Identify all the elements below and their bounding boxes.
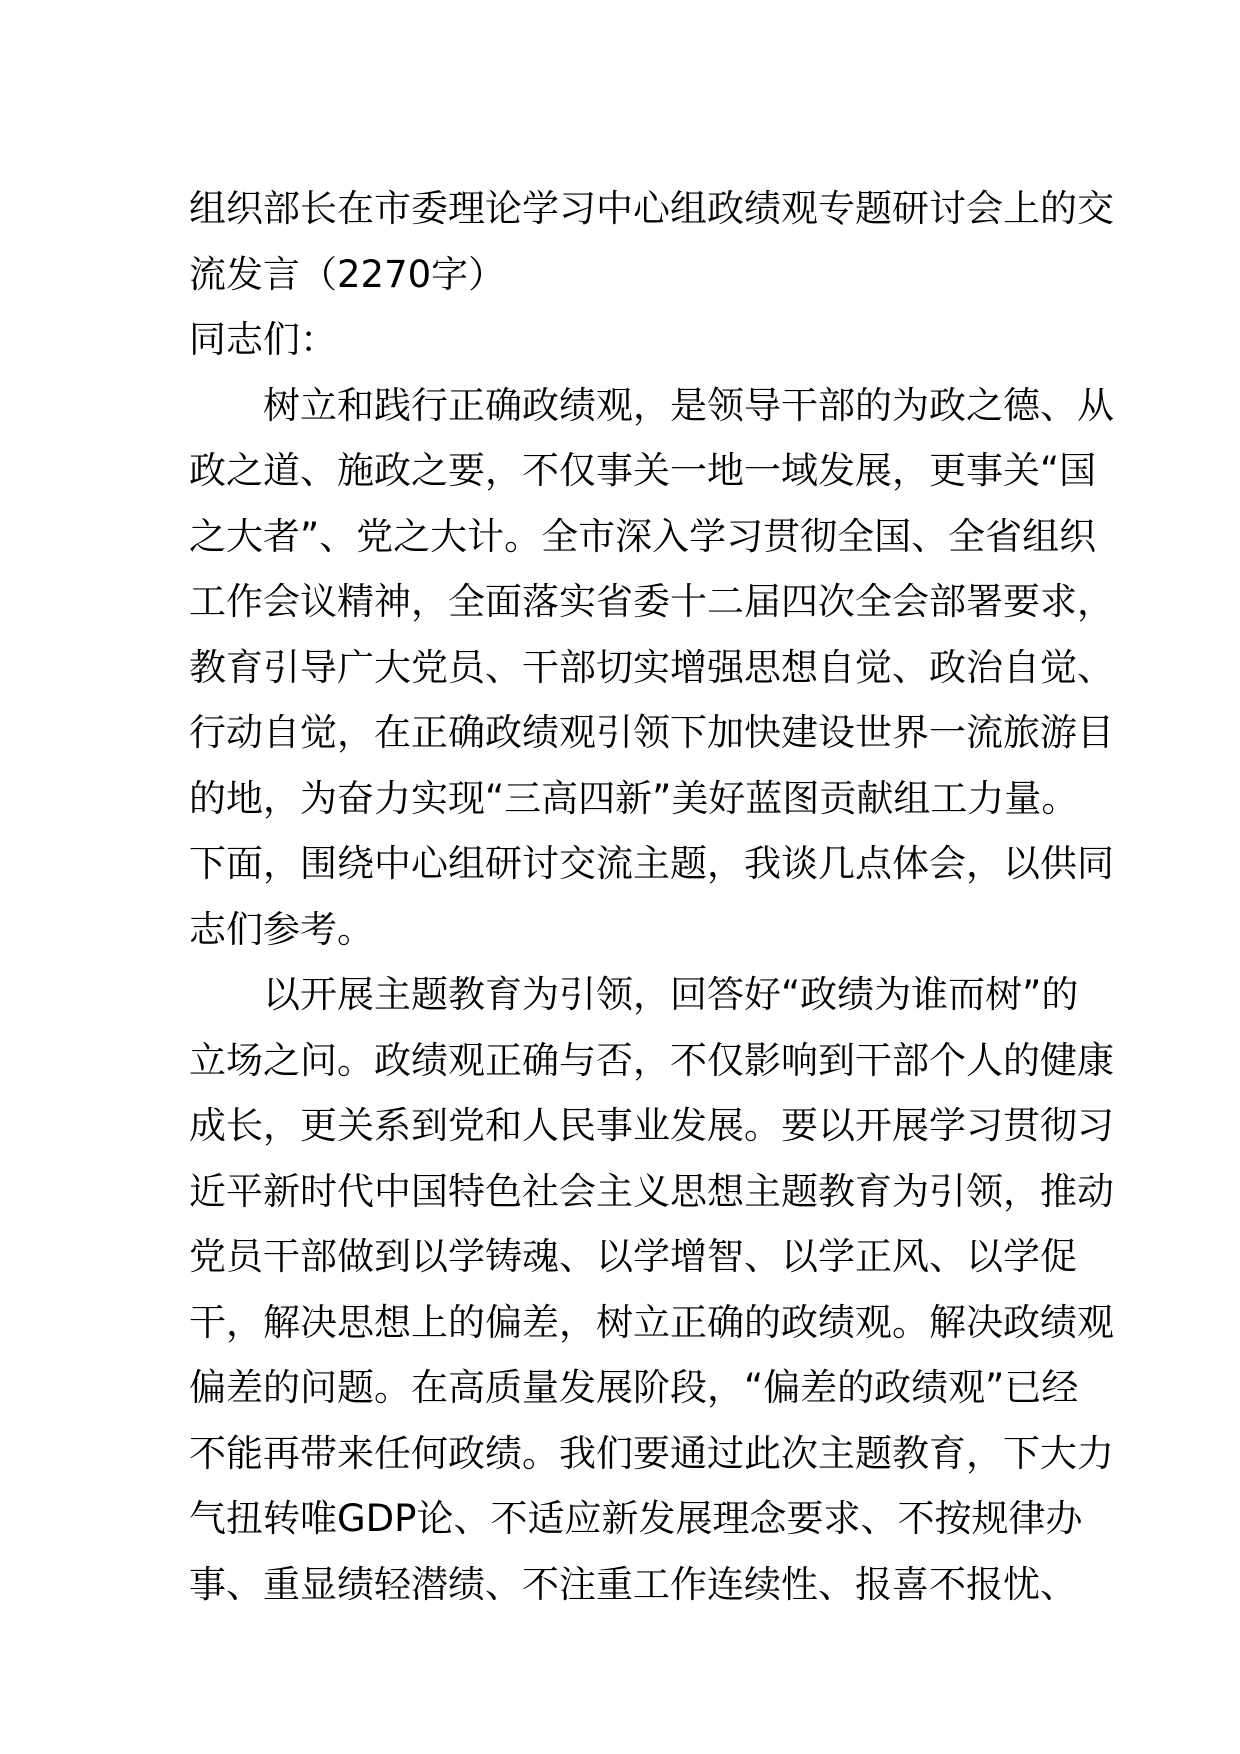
paragraph-line: 以开展主题教育为引领，回答好“政绩为谁而树”的 <box>263 973 1079 1016</box>
paragraph-line: 成长，更关系到党和人民事业发展。要以开展学习贯彻习 <box>189 1104 1114 1147</box>
paragraph-line: 志们参考。 <box>189 907 374 951</box>
paragraph <box>189 962 1114 1617</box>
paragraph <box>189 373 1114 963</box>
document-page <box>189 176 1114 1617</box>
paragraph-line: 偏差的问题。在高质量发展阶段，“偏差的政绩观”已经 <box>189 1366 1079 1409</box>
body-paragraphs <box>189 373 1114 1618</box>
paragraph-line: 政之道、施政之要，不仅事关一地一域发展，更事关“国 <box>189 449 1097 492</box>
paragraph-line: 之大者”、党之大计。全市深入学习贯彻全国、全省组织 <box>189 514 1097 558</box>
paragraph-line: 的地，为奋力实现“三高四新”美好蓝图贡献组工力量。 <box>189 776 1079 820</box>
salutation: 同志们： <box>189 318 337 361</box>
paragraph-line: 气扭转唯GDP论、不适应新发展理念要求、不按规律办 <box>189 1497 1083 1540</box>
title-line-2: 流发言（2270字） <box>189 252 506 296</box>
paragraph-line: 树立和践行正确政绩观，是领导干部的为政之德、从 <box>263 383 1114 427</box>
paragraph-line: 干，解决思想上的偏差，树立正确的政绩观。解决政绩观 <box>189 1300 1114 1344</box>
paragraph-line: 下面，围绕中心组研讨交流主题，我谈几点体会，以供同 <box>189 842 1114 885</box>
title-line-1: 组织部长在市委理论学习中心组政绩观专题研讨会上的交 <box>189 187 1114 230</box>
paragraph-line: 工作会议精神，全面落实省委十二届四次全会部署要求， <box>189 580 1114 623</box>
paragraph-line: 党员干部做到以学铸魂、以学增智、以学正风、以学促 <box>189 1235 1077 1278</box>
paragraph-line: 立场之问。政绩观正确与否，不仅影响到干部个人的健康 <box>189 1038 1114 1082</box>
paragraph-line: 不能再带来任何政绩。我们要通过此次主题教育，下大力 <box>189 1431 1114 1475</box>
paragraph-line: 近平新时代中国特色社会主义思想主题教育为引领，推动 <box>189 1169 1114 1213</box>
paragraph-line: 行动自觉，在正确政绩观引领下加快建设世界一流旅游目 <box>189 711 1114 754</box>
paragraph-line: 教育引导广大党员、干部切实增强思想自觉、政治自觉、 <box>189 645 1114 689</box>
paragraph-line: 事、重显绩轻潜绩、不注重工作连续性、报喜不报忧、 <box>189 1562 1077 1606</box>
